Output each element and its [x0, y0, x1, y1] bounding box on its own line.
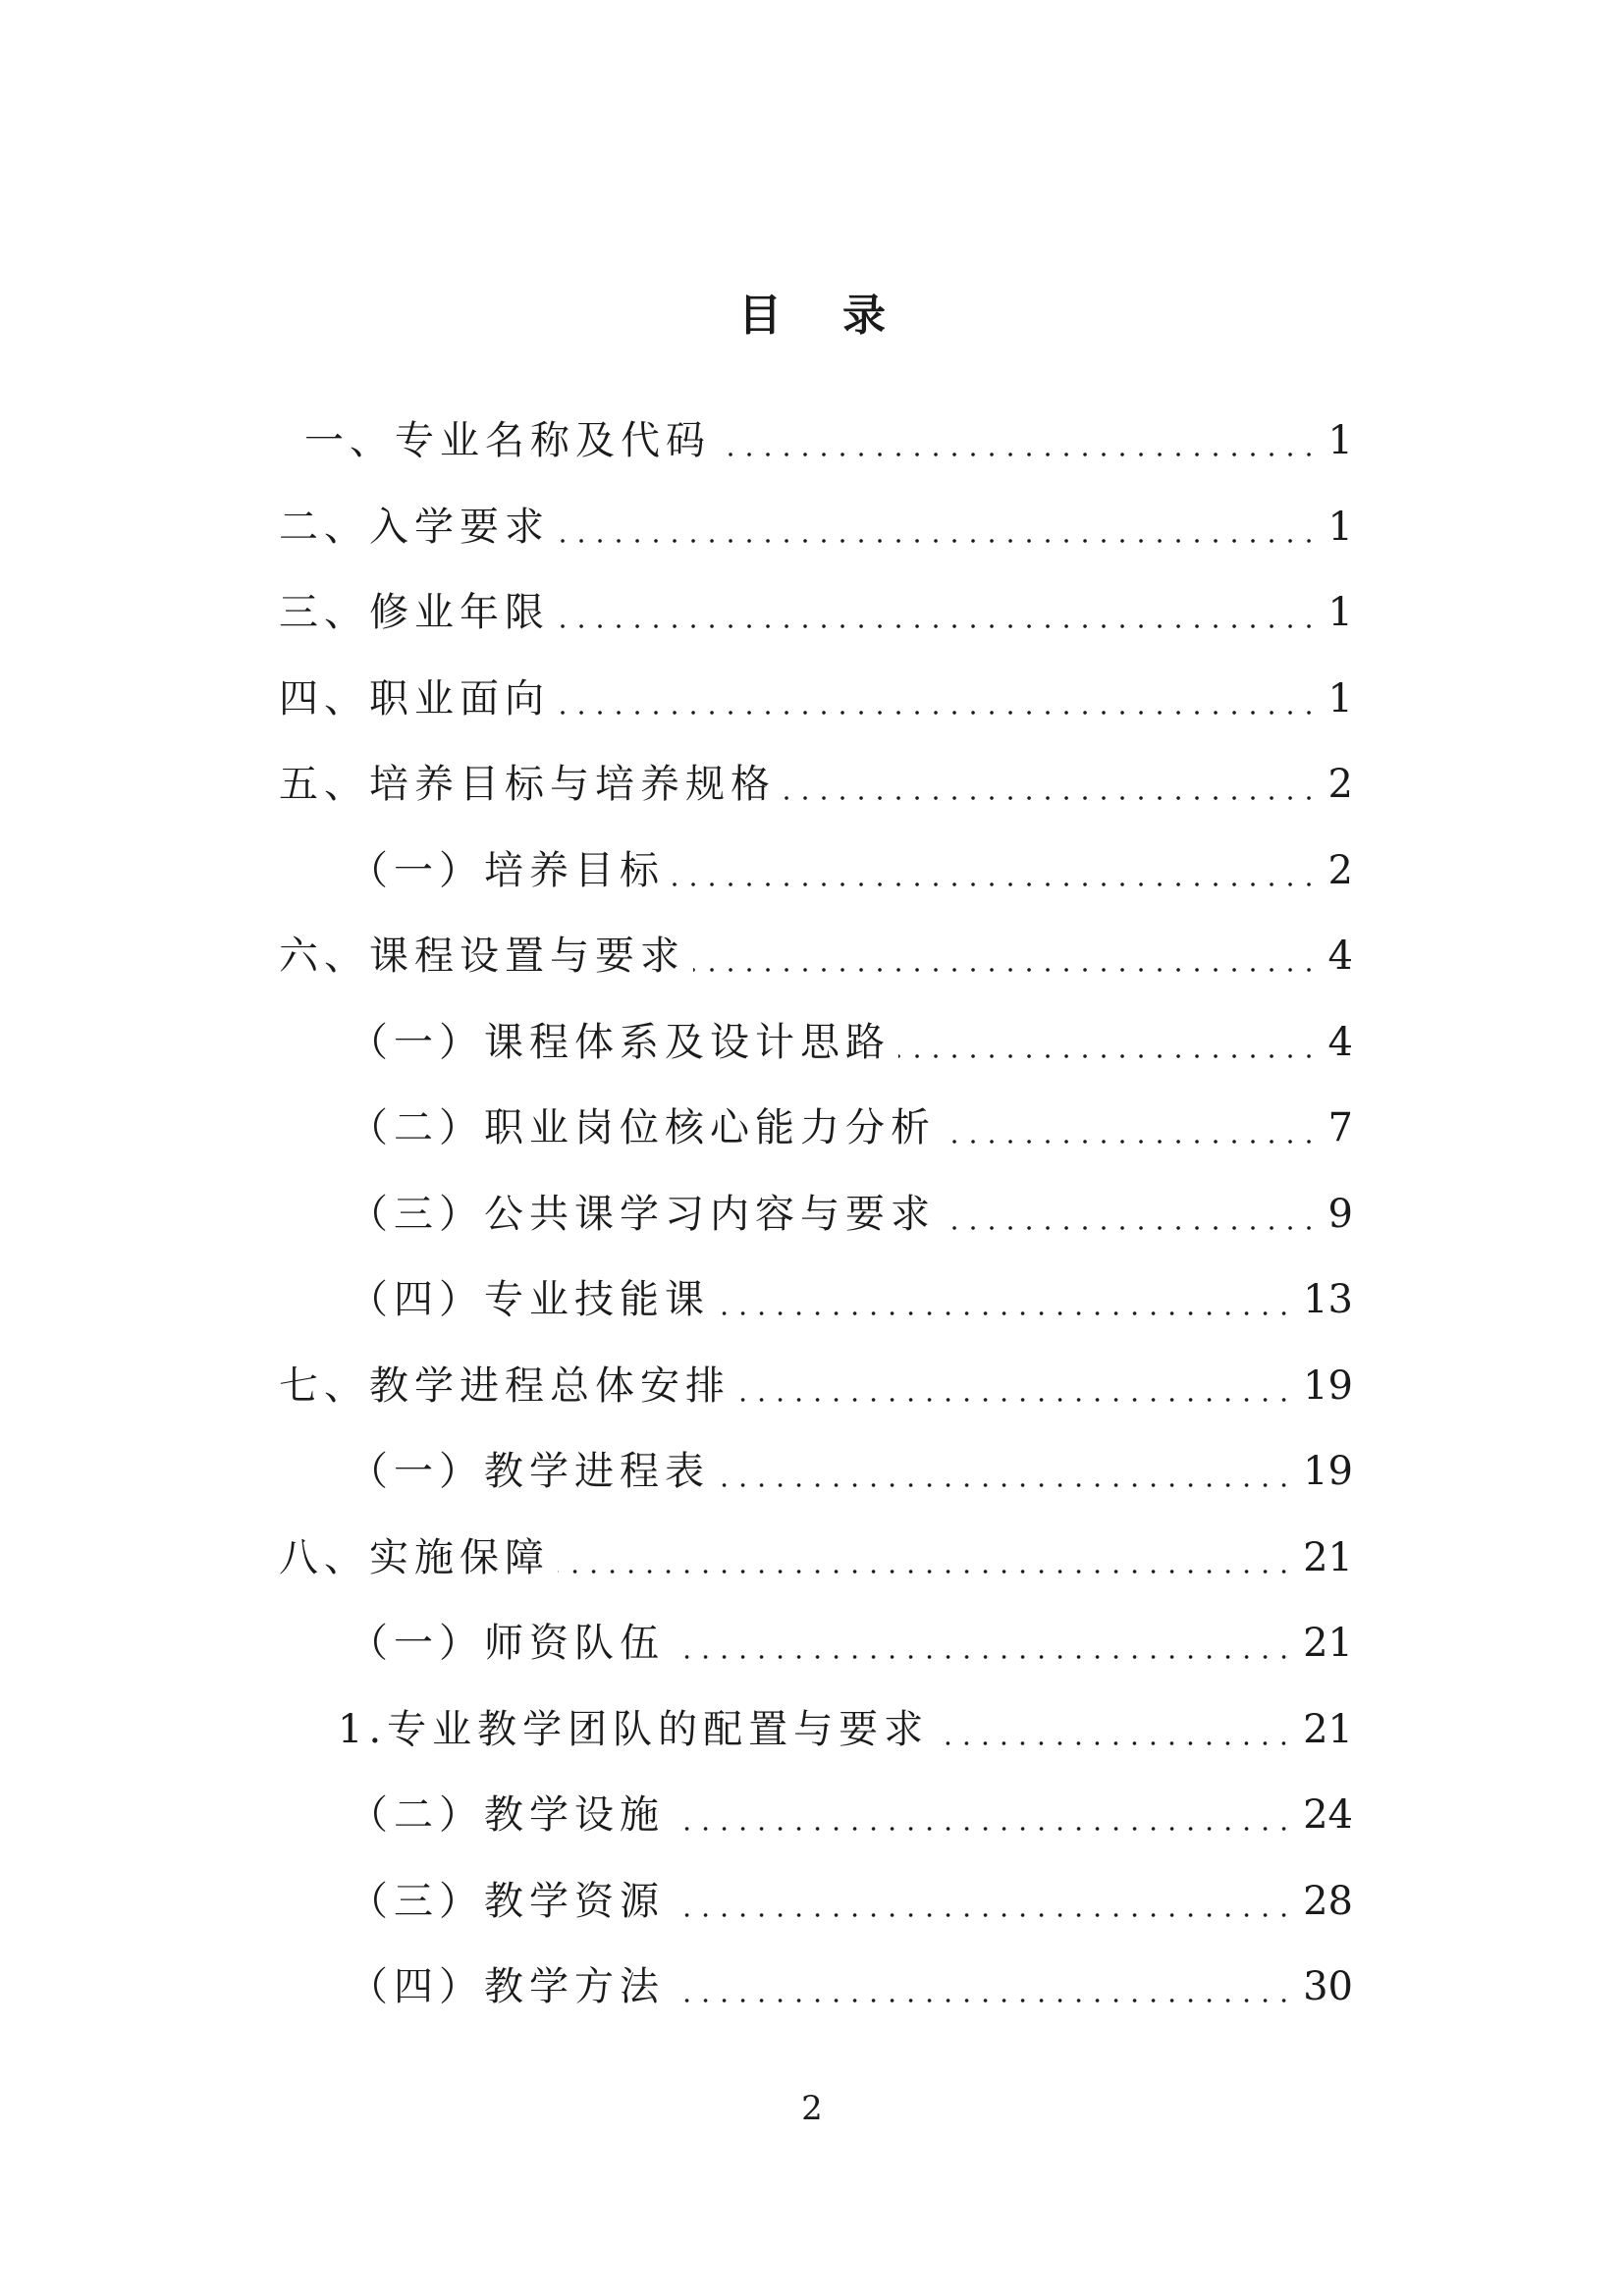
toc-entry-label: （三）教学资源 [349, 1879, 665, 1924]
toc-entry[interactable] [279, 923, 1353, 982]
dot-leader [673, 1789, 1293, 1841]
dot-leader [558, 502, 1319, 553]
toc-entry-label: （一）教学进程表 [349, 1449, 710, 1494]
toc-entry-page: 9 [1327, 1192, 1353, 1237]
toc-entry-label: （一）培养目标 [349, 848, 665, 893]
toc-entry[interactable] [349, 1953, 1353, 2012]
toc-entry-label: （二）教学设施 [349, 1792, 665, 1838]
toc-entry-label: （三）公共课学习内容与要求 [349, 1192, 936, 1237]
toc-entry[interactable] [279, 1524, 1353, 1583]
dot-leader [784, 759, 1319, 810]
dot-leader [944, 1102, 1319, 1153]
toc-entry-page: 21 [1303, 1621, 1353, 1666]
toc-entry-label: 二、入学要求 [279, 505, 550, 550]
toc-entry-label: （四）教学方法 [349, 1964, 665, 2009]
toc-entry-page: 21 [1303, 1535, 1353, 1580]
toc-entry-page: 19 [1303, 1449, 1353, 1494]
toc-entry-label: （二）职业岗位核心能力分析 [349, 1105, 936, 1150]
toc-entry[interactable] [279, 666, 1353, 724]
dot-leader [738, 1361, 1293, 1412]
toc-title: 目录 [738, 291, 947, 341]
toc-entry-page: 28 [1303, 1879, 1353, 1924]
toc-entry[interactable] [279, 579, 1353, 638]
toc-entry-label: 一、专业名称及代码 [304, 418, 711, 463]
toc-entry-label: 三、修业年限 [279, 590, 550, 635]
toc-entry-label: 八、实施保障 [279, 1535, 550, 1580]
toc-entry-page: 1 [1327, 590, 1353, 635]
toc-entry-page: 24 [1303, 1792, 1353, 1838]
toc-entry-page: 1 [1327, 676, 1353, 721]
toc-entry[interactable] [304, 407, 1353, 466]
dot-leader [558, 673, 1319, 724]
toc-entry-page: 1 [1327, 505, 1353, 550]
dot-leader [937, 1704, 1293, 1755]
toc-entry[interactable] [279, 1353, 1353, 1412]
dot-leader [718, 1446, 1293, 1497]
toc-entry-label: 六、课程设置与要求 [279, 934, 685, 979]
toc-entry-label: 1.专业教学团队的配置与要求 [338, 1707, 930, 1752]
toc-entry[interactable] [349, 1009, 1353, 1068]
toc-entry[interactable] [279, 751, 1353, 810]
dot-leader [719, 415, 1319, 466]
toc-entry-label: （一）师资队伍 [349, 1621, 665, 1666]
toc-entry-page: 2 [1327, 762, 1353, 807]
toc-entry[interactable] [279, 494, 1353, 553]
dot-leader [673, 1961, 1293, 2012]
dot-leader [558, 587, 1319, 638]
toc-entry-page: 4 [1327, 1020, 1353, 1065]
toc-entry-label: （四）专业技能课 [349, 1277, 710, 1322]
dot-leader [673, 1618, 1293, 1669]
dot-leader [693, 931, 1319, 982]
dot-leader [944, 1189, 1319, 1240]
dot-leader [673, 1876, 1293, 1927]
toc-entry-page: 21 [1303, 1707, 1353, 1752]
toc-entry-page: 7 [1327, 1105, 1353, 1150]
toc-entry[interactable] [349, 837, 1353, 896]
toc-entry-page: 2 [1327, 848, 1353, 893]
toc-entry[interactable] [349, 1438, 1353, 1497]
toc-entry-page: 1 [1327, 418, 1353, 463]
dot-leader [673, 845, 1319, 896]
toc-entry-label: （一）课程体系及设计思路 [349, 1020, 891, 1065]
toc-entry-label: 七、教学进程总体安排 [279, 1363, 731, 1409]
toc-entry-label: 五、培养目标与培养规格 [279, 762, 776, 807]
toc-entry[interactable] [349, 1181, 1353, 1240]
toc-entry-page: 4 [1327, 934, 1353, 979]
toc-entry[interactable] [349, 1095, 1353, 1153]
toc-entry-page: 13 [1303, 1277, 1353, 1322]
dot-leader [558, 1532, 1293, 1583]
toc-entry-page: 30 [1303, 1964, 1353, 2009]
dot-leader [718, 1274, 1293, 1325]
toc-entry[interactable] [349, 1782, 1353, 1841]
toc-entry-page: 19 [1303, 1363, 1353, 1409]
page-number: 2 [801, 2089, 823, 2128]
toc-entry[interactable] [349, 1610, 1353, 1669]
toc-entry-label: 四、职业面向 [279, 676, 550, 721]
toc-entry[interactable] [349, 1868, 1353, 1927]
toc-entry[interactable] [338, 1696, 1353, 1755]
toc-entry[interactable] [349, 1266, 1353, 1325]
dot-leader [898, 1017, 1319, 1068]
